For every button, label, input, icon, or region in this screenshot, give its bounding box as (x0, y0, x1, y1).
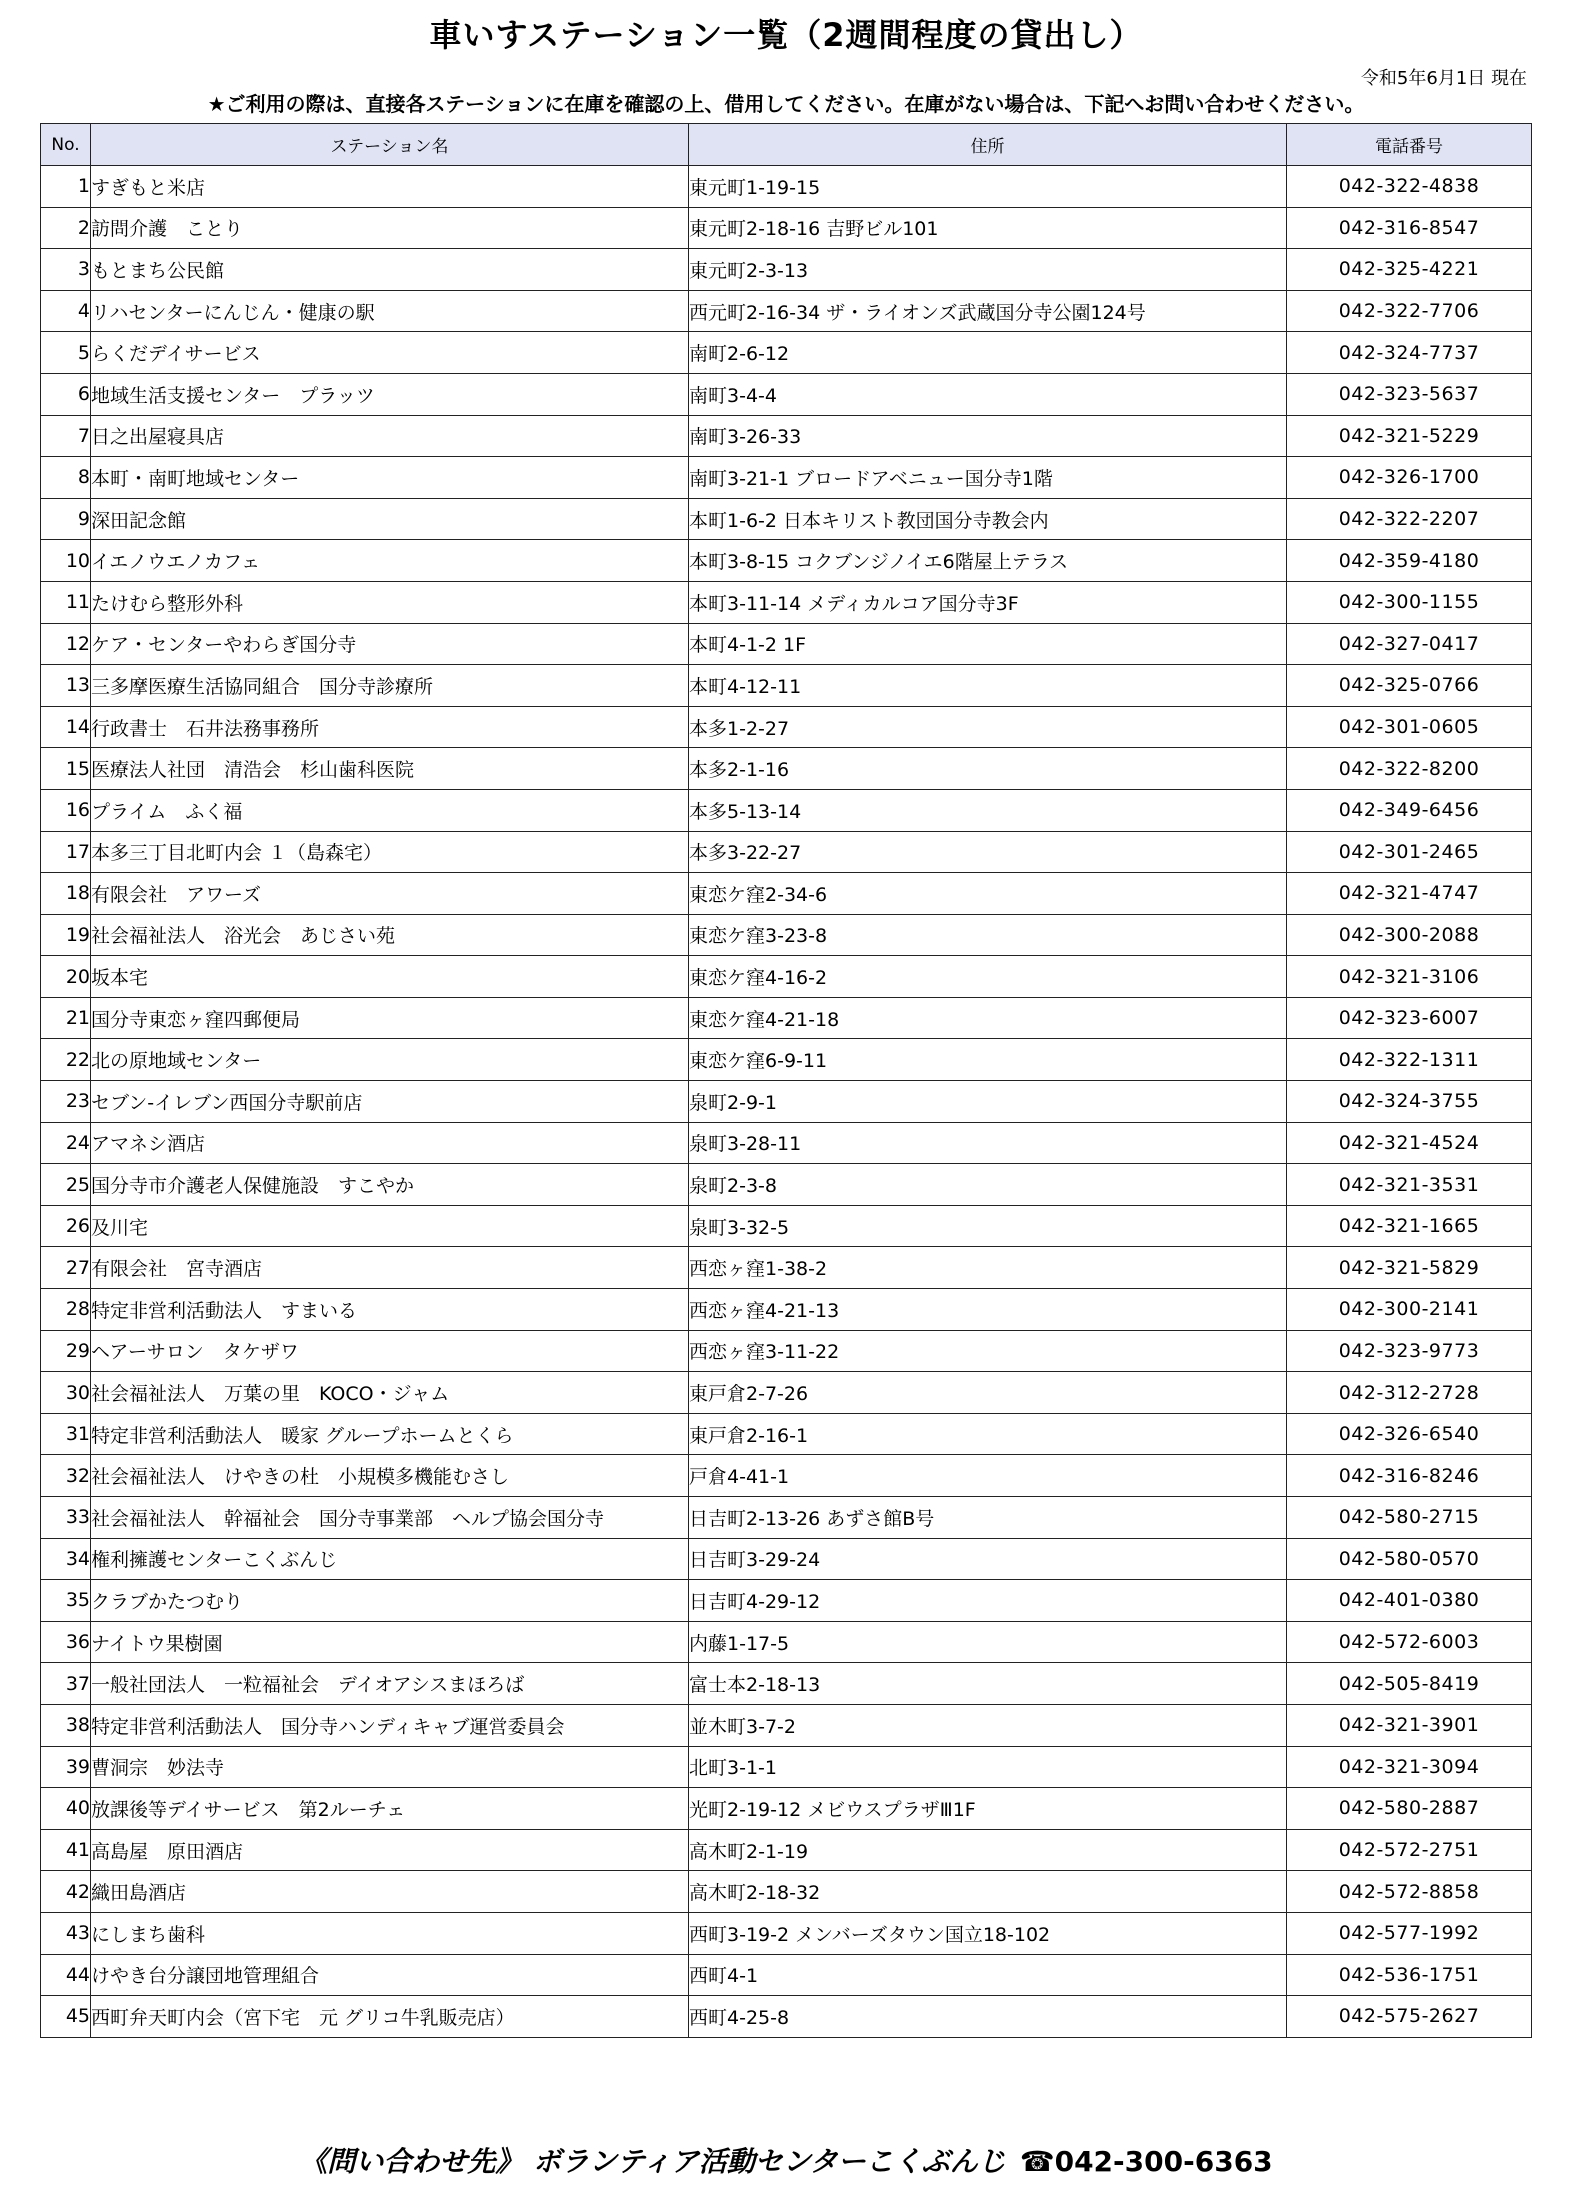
station-name: 本多三丁目北町内会 １（島森宅） (91, 831, 689, 873)
table-row (41, 997, 1532, 1039)
station-address: 戸倉4-41-1 (689, 1455, 1287, 1497)
table-row (41, 1954, 1532, 1996)
station-phone: 042-316-8547 (1287, 207, 1532, 249)
table-row (41, 581, 1532, 623)
station-address: 日吉町2-13-26 あずさ館B号 (689, 1497, 1287, 1539)
row-number: 23 (41, 1081, 91, 1123)
station-name: 曹洞宗 妙法寺 (91, 1746, 689, 1788)
station-address: 東戸倉2-7-26 (689, 1372, 1287, 1414)
table-row (41, 1996, 1532, 2038)
station-address: 東恋ケ窪4-16-2 (689, 956, 1287, 998)
station-address: 本町1-6-2 日本キリスト教団国分寺教会内 (689, 498, 1287, 540)
station-phone: 042-316-8246 (1287, 1455, 1532, 1497)
table-row (41, 373, 1532, 415)
station-phone: 042-324-7737 (1287, 332, 1532, 374)
row-number: 8 (41, 457, 91, 499)
row-number: 30 (41, 1372, 91, 1414)
table-row (41, 956, 1532, 998)
station-name: にしまち歯科 (91, 1912, 689, 1954)
station-name: ヘアーサロン タケザワ (91, 1330, 689, 1372)
row-number: 37 (41, 1663, 91, 1705)
station-name: 社会福祉法人 万葉の里 KOCO・ジャム (91, 1372, 689, 1414)
table-row (41, 1912, 1532, 1954)
station-phone: 042-300-2088 (1287, 914, 1532, 956)
table-row (41, 706, 1532, 748)
station-phone: 042-572-6003 (1287, 1621, 1532, 1663)
station-name: クラブかたつむり (91, 1580, 689, 1622)
table-row (41, 1788, 1532, 1830)
station-name: 社会福祉法人 浴光会 あじさい苑 (91, 914, 689, 956)
contact-phone: ☎042-300-6363 (1019, 2145, 1273, 2178)
row-number: 6 (41, 373, 91, 415)
header-address: 住所 (689, 124, 1287, 166)
station-name: 国分寺市介護老人保健施設 すこやか (91, 1164, 689, 1206)
station-phone: 042-580-2715 (1287, 1497, 1532, 1539)
station-address: 本多2-1-16 (689, 748, 1287, 790)
row-number: 26 (41, 1205, 91, 1247)
station-name: 社会福祉法人 幹福祉会 国分寺事業部 ヘルプ協会国分寺 (91, 1497, 689, 1539)
station-name: 日之出屋寝具店 (91, 415, 689, 457)
contact-label: 《問い合わせ先》 ボランティア活動センターこくぶんじ (299, 2145, 1006, 2178)
row-number: 33 (41, 1497, 91, 1539)
station-name: ケア・センターやわらぎ国分寺 (91, 623, 689, 665)
row-number: 1 (41, 166, 91, 208)
row-number: 38 (41, 1704, 91, 1746)
station-name: 行政書士 石井法務事務所 (91, 706, 689, 748)
station-name: 有限会社 宮寺酒店 (91, 1247, 689, 1289)
station-address: 西恋ヶ窪1-38-2 (689, 1247, 1287, 1289)
station-address: 東元町2-18-16 吉野ビル101 (689, 207, 1287, 249)
station-address: 東元町1-19-15 (689, 166, 1287, 208)
row-number: 24 (41, 1122, 91, 1164)
station-address: 本町3-11-14 メディカルコア国分寺3F (689, 581, 1287, 623)
station-name: プライム ふく福 (91, 789, 689, 831)
table-row (41, 1122, 1532, 1164)
station-address: 泉町3-28-11 (689, 1122, 1287, 1164)
table-header-row (41, 124, 1532, 166)
station-name: 織田島酒店 (91, 1871, 689, 1913)
station-phone: 042-322-7706 (1287, 290, 1532, 332)
station-address: 本町4-1-2 1F (689, 623, 1287, 665)
station-address: 本町3-8-15 コクブンジノイエ6階屋上テラス (689, 540, 1287, 582)
row-number: 27 (41, 1247, 91, 1289)
row-number: 11 (41, 581, 91, 623)
station-name: ナイトウ果樹園 (91, 1621, 689, 1663)
station-address: 西町3-19-2 メンバーズタウン国立18-102 (689, 1912, 1287, 1954)
station-phone: 042-322-4838 (1287, 166, 1532, 208)
table-row (41, 831, 1532, 873)
station-address: 南町3-21-1 ブロードアベニュー国分寺1階 (689, 457, 1287, 499)
station-name: 西町弁天町内会（宮下宅 元 グリコ牛乳販売店） (91, 1996, 689, 2038)
table-row (41, 873, 1532, 915)
usage-notice: ★ご利用の際は、直接各ステーションに在庫を確認の上、借用してください。在庫がない場合は、下記へお問い合わせください。 (207, 92, 1365, 116)
station-name: 及川宅 (91, 1205, 689, 1247)
row-number: 29 (41, 1330, 91, 1372)
table-row (41, 665, 1532, 707)
station-name: 三多摩医療生活協同組合 国分寺診療所 (91, 665, 689, 707)
station-address: 本多1-2-27 (689, 706, 1287, 748)
station-name: 特定非営利活動法人 暖家 グループホームとくら (91, 1413, 689, 1455)
station-phone: 042-505-8419 (1287, 1663, 1532, 1705)
station-phone: 042-323-5637 (1287, 373, 1532, 415)
table-row (41, 1829, 1532, 1871)
station-address: 内藤1-17-5 (689, 1621, 1287, 1663)
header-station-name: ステーション名 (91, 124, 689, 166)
header-phone: 電話番号 (1287, 124, 1532, 166)
station-phone: 042-327-0417 (1287, 623, 1532, 665)
station-phone: 042-580-2887 (1287, 1788, 1532, 1830)
station-address: 光町2-19-12 メビウスプラザⅢ1F (689, 1788, 1287, 1830)
station-address: 日吉町4-29-12 (689, 1580, 1287, 1622)
row-number: 35 (41, 1580, 91, 1622)
station-name: 一般社団法人 一粒福祉会 デイオアシスまほろば (91, 1663, 689, 1705)
table-row (41, 166, 1532, 208)
station-phone: 042-321-3094 (1287, 1746, 1532, 1788)
station-phone: 042-577-1992 (1287, 1912, 1532, 1954)
station-address: 富士本2-18-13 (689, 1663, 1287, 1705)
station-address: 南町2-6-12 (689, 332, 1287, 374)
table-row (41, 1205, 1532, 1247)
station-address: 西恋ヶ窪3-11-22 (689, 1330, 1287, 1372)
station-phone: 042-580-0570 (1287, 1538, 1532, 1580)
row-number: 25 (41, 1164, 91, 1206)
station-phone: 042-326-6540 (1287, 1413, 1532, 1455)
row-number: 39 (41, 1746, 91, 1788)
row-number: 2 (41, 207, 91, 249)
station-phone: 042-401-0380 (1287, 1580, 1532, 1622)
station-phone: 042-300-1155 (1287, 581, 1532, 623)
row-number: 15 (41, 748, 91, 790)
table-row (41, 332, 1532, 374)
station-name: たけむら整形外科 (91, 581, 689, 623)
station-address: 高木町2-1-19 (689, 1829, 1287, 1871)
table-row (41, 1039, 1532, 1081)
row-number: 34 (41, 1538, 91, 1580)
table-row (41, 1330, 1532, 1372)
table-row (41, 290, 1532, 332)
table-row (41, 1247, 1532, 1289)
table-row (41, 1372, 1532, 1414)
station-phone: 042-321-5229 (1287, 415, 1532, 457)
station-phone: 042-321-1665 (1287, 1205, 1532, 1247)
station-phone: 042-301-2465 (1287, 831, 1532, 873)
table-row (41, 748, 1532, 790)
station-table (40, 123, 1532, 2038)
station-address: 泉町3-32-5 (689, 1205, 1287, 1247)
row-number: 10 (41, 540, 91, 582)
station-address: 西町4-25-8 (689, 1996, 1287, 2038)
station-name: 有限会社 アワーズ (91, 873, 689, 915)
table-row (41, 789, 1532, 831)
station-name: 医療法人社団 清浩会 杉山歯科医院 (91, 748, 689, 790)
station-name: もとまち公民館 (91, 249, 689, 291)
page-title: 車いすステーション一覧（2週間程度の貸出し） (429, 16, 1143, 54)
station-name: 国分寺東恋ヶ窪四郵便局 (91, 997, 689, 1039)
station-phone: 042-300-2141 (1287, 1289, 1532, 1331)
table-row (41, 1289, 1532, 1331)
station-phone: 042-321-5829 (1287, 1247, 1532, 1289)
table-row (41, 1164, 1532, 1206)
station-phone: 042-323-6007 (1287, 997, 1532, 1039)
station-name: アマネシ酒店 (91, 1122, 689, 1164)
table-row (41, 207, 1532, 249)
station-phone: 042-326-1700 (1287, 457, 1532, 499)
table-row (41, 457, 1532, 499)
row-number: 18 (41, 873, 91, 915)
table-row (41, 914, 1532, 956)
row-number: 42 (41, 1871, 91, 1913)
row-number: 5 (41, 332, 91, 374)
table-row (41, 1455, 1532, 1497)
table-row (41, 1497, 1532, 1539)
station-phone: 042-572-2751 (1287, 1829, 1532, 1871)
station-name: 高島屋 原田酒店 (91, 1829, 689, 1871)
row-number: 12 (41, 623, 91, 665)
station-address: 泉町2-3-8 (689, 1164, 1287, 1206)
station-address: 南町3-4-4 (689, 373, 1287, 415)
station-address: 東恋ケ窪3-23-8 (689, 914, 1287, 956)
station-address: 東恋ケ窪2-34-6 (689, 873, 1287, 915)
station-phone: 042-321-4747 (1287, 873, 1532, 915)
station-name: 本町・南町地域センター (91, 457, 689, 499)
row-number: 21 (41, 997, 91, 1039)
station-name: セブン-イレブン西国分寺駅前店 (91, 1081, 689, 1123)
station-address: 東恋ケ窪4-21-18 (689, 997, 1287, 1039)
row-number: 44 (41, 1954, 91, 1996)
station-phone: 042-572-8858 (1287, 1871, 1532, 1913)
row-number: 36 (41, 1621, 91, 1663)
station-phone: 042-325-4221 (1287, 249, 1532, 291)
station-address: 本町4-12-11 (689, 665, 1287, 707)
station-address: 東戸倉2-16-1 (689, 1413, 1287, 1455)
station-address: 西恋ヶ窪4-21-13 (689, 1289, 1287, 1331)
row-number: 16 (41, 789, 91, 831)
station-address: 泉町2-9-1 (689, 1081, 1287, 1123)
station-address: 西町4-1 (689, 1954, 1287, 1996)
row-number: 9 (41, 498, 91, 540)
header-no: No. (41, 124, 91, 166)
table-row (41, 1081, 1532, 1123)
station-phone: 042-322-2207 (1287, 498, 1532, 540)
station-address: 並木町3-7-2 (689, 1704, 1287, 1746)
station-name: 北の原地域センター (91, 1039, 689, 1081)
row-number: 31 (41, 1413, 91, 1455)
table-row (41, 1704, 1532, 1746)
station-name: 放課後等デイサービス 第2ルーチェ (91, 1788, 689, 1830)
station-address: 日吉町3-29-24 (689, 1538, 1287, 1580)
station-name: らくだデイサービス (91, 332, 689, 374)
station-address: 東恋ケ窪6-9-11 (689, 1039, 1287, 1081)
station-name: 社会福祉法人 けやきの杜 小規模多機能むさし (91, 1455, 689, 1497)
station-name: 特定非営利活動法人 国分寺ハンディキャブ運営委員会 (91, 1704, 689, 1746)
station-name: 地域生活支援センター プラッツ (91, 373, 689, 415)
station-address: 西元町2-16-34 ザ・ライオンズ武蔵国分寺公園124号 (689, 290, 1287, 332)
station-phone: 042-321-4524 (1287, 1122, 1532, 1164)
station-phone: 042-325-0766 (1287, 665, 1532, 707)
station-phone: 042-536-1751 (1287, 1954, 1532, 1996)
station-name: リハセンターにんじん・健康の駅 (91, 290, 689, 332)
row-number: 3 (41, 249, 91, 291)
station-address: 南町3-26-33 (689, 415, 1287, 457)
station-name: 深田記念館 (91, 498, 689, 540)
table-row (41, 540, 1532, 582)
station-name: 特定非営利活動法人 すまいる (91, 1289, 689, 1331)
row-number: 7 (41, 415, 91, 457)
table-row (41, 1538, 1532, 1580)
station-address: 東元町2-3-13 (689, 249, 1287, 291)
station-name: けやき台分譲団地管理組合 (91, 1954, 689, 1996)
row-number: 13 (41, 665, 91, 707)
table-row (41, 415, 1532, 457)
row-number: 41 (41, 1829, 91, 1871)
station-phone: 042-322-8200 (1287, 748, 1532, 790)
station-address: 本多5-13-14 (689, 789, 1287, 831)
date-label: 令和5年6月1日 現在 (1360, 68, 1527, 89)
station-phone: 042-349-6456 (1287, 789, 1532, 831)
station-address: 北町3-1-1 (689, 1746, 1287, 1788)
row-number: 19 (41, 914, 91, 956)
table-row (41, 1663, 1532, 1705)
table-row (41, 1413, 1532, 1455)
station-address: 本多3-22-27 (689, 831, 1287, 873)
station-phone: 042-312-2728 (1287, 1372, 1532, 1414)
station-address: 高木町2-18-32 (689, 1871, 1287, 1913)
row-number: 32 (41, 1455, 91, 1497)
station-phone: 042-322-1311 (1287, 1039, 1532, 1081)
station-phone: 042-324-3755 (1287, 1081, 1532, 1123)
table-row (41, 249, 1532, 291)
station-phone: 042-301-0605 (1287, 706, 1532, 748)
station-phone: 042-359-4180 (1287, 540, 1532, 582)
contact-footer (0, 2140, 1572, 2180)
row-number: 40 (41, 1788, 91, 1830)
row-number: 43 (41, 1912, 91, 1954)
station-phone: 042-321-3531 (1287, 1164, 1532, 1206)
station-name: すぎもと米店 (91, 166, 689, 208)
row-number: 45 (41, 1996, 91, 2038)
table-row (41, 498, 1532, 540)
station-name: 権利擁護センターこくぶんじ (91, 1538, 689, 1580)
station-name: 訪問介護 ことり (91, 207, 689, 249)
station-phone: 042-321-3901 (1287, 1704, 1532, 1746)
station-name: イエノウエノカフェ (91, 540, 689, 582)
row-number: 14 (41, 706, 91, 748)
row-number: 22 (41, 1039, 91, 1081)
row-number: 4 (41, 290, 91, 332)
station-phone: 042-575-2627 (1287, 1996, 1532, 2038)
table-row (41, 1621, 1532, 1663)
table-row (41, 1580, 1532, 1622)
row-number: 28 (41, 1289, 91, 1331)
row-number: 20 (41, 956, 91, 998)
table-row (41, 623, 1532, 665)
station-name: 坂本宅 (91, 956, 689, 998)
station-rows (41, 166, 1532, 2038)
station-phone: 042-321-3106 (1287, 956, 1532, 998)
station-phone: 042-323-9773 (1287, 1330, 1532, 1372)
table-row (41, 1871, 1532, 1913)
row-number: 17 (41, 831, 91, 873)
table-row (41, 1746, 1532, 1788)
